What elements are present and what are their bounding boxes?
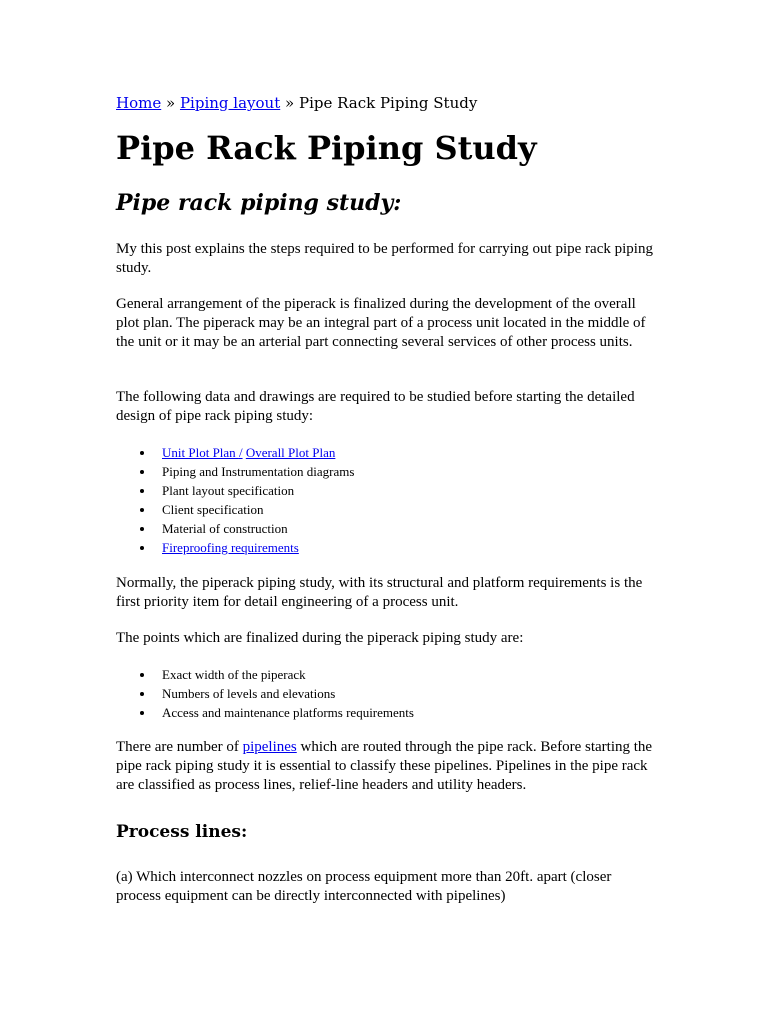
process-lines-paragraph: (a) Which interconnect nozzles on process equipment more than 20ft. apart (closer process equipment can be directly interconnected with pipelines) — [116, 869, 612, 904]
pipelines-text-after: which are routed through the pipe rack. Before starting the pipe rack piping study it is essential to classify these pipelines. Pipelines in the pipe rack are classified as process lines, relief-line headers and utility headers. — [116, 739, 653, 793]
overall-plot-plan-link[interactable]: Overall Plot Plan — [245, 445, 336, 460]
breadcrumb-home-link[interactable]: Home — [116, 94, 162, 112]
list-item: Plant layout specification — [116, 481, 354, 500]
pipelines-link[interactable]: pipelines — [242, 739, 297, 755]
list-item: Client specification — [116, 500, 354, 519]
priority-paragraph: Normally, the piperack piping study, with its structural and platform requirements is the first priority item for detail engineering of a process unit. — [116, 575, 643, 610]
points-paragraph: The points which are finalized during the piperack piping study are: — [116, 630, 524, 646]
process-lines-heading: Process lines: — [116, 822, 248, 842]
breadcrumb-piping-layout-link[interactable]: Piping layout — [179, 94, 281, 112]
page-title: Pipe Rack Piping Study — [116, 129, 537, 167]
section-subtitle: Pipe rack piping study: — [116, 190, 402, 216]
fireproofing-link[interactable]: Fireproofing requirements — [162, 540, 299, 555]
required-data-paragraph: The following data and drawings are required to be studied before starting the detailed design of pipe rack piping study: — [116, 389, 635, 424]
breadcrumb-separator: » — [285, 94, 295, 112]
list-item: Numbers of levels and elevations — [116, 684, 414, 703]
list-item: Material of construction — [116, 519, 354, 538]
breadcrumb — [116, 93, 676, 113]
points-list — [116, 665, 414, 722]
unit-plot-plan-link[interactable]: Unit Plot Plan — [162, 445, 239, 460]
list-item: Piping and Instrumentation diagrams — [116, 462, 354, 481]
breadcrumb-separator: » — [166, 94, 176, 112]
breadcrumb-current: Pipe Rack Piping Study — [298, 94, 478, 112]
required-data-list — [116, 443, 354, 557]
list-item — [116, 443, 354, 462]
slash-link[interactable]: / — [238, 445, 243, 460]
general-arrangement-paragraph: General arrangement of the piperack is finalized during the development of the overall plot plan. The piperack may be an integral part of a process unit located in the middle of the unit or it may be an arterial part connecting several services of other process units. — [116, 296, 646, 350]
intro-paragraph: My this post explains the steps required to be performed for carrying out pipe rack piping study. — [116, 241, 653, 276]
pipelines-text-before: There are number of — [116, 739, 243, 755]
list-item — [116, 538, 354, 557]
list-item: Exact width of the piperack — [116, 665, 414, 684]
list-item: Access and maintenance platforms requirements — [116, 703, 414, 722]
pipelines-paragraph — [116, 738, 656, 795]
